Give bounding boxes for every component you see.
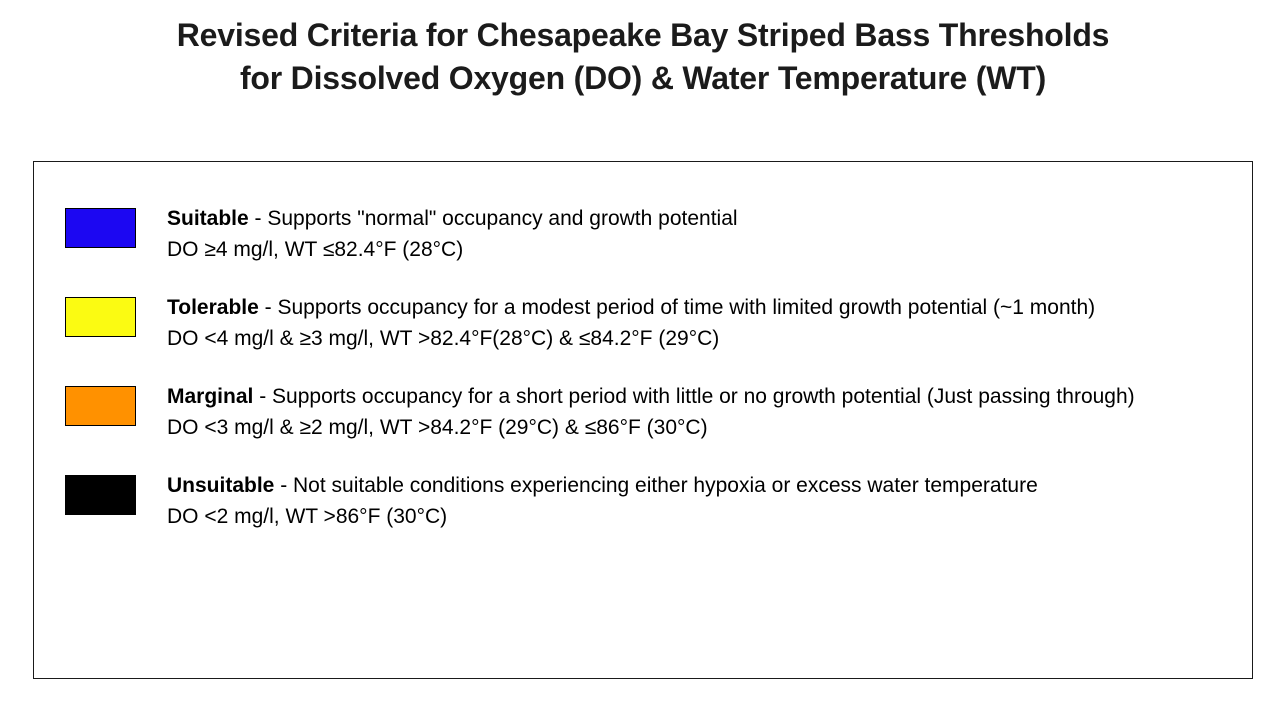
color-swatch-tolerable bbox=[65, 297, 136, 337]
list-item bbox=[65, 471, 1225, 532]
legend-criteria: DO <3 mg/l & ≥2 mg/l, WT >84.2°F (29°C) & ≤86°F (30°C) bbox=[167, 415, 708, 439]
page-title-line-1: Revised Criteria for Chesapeake Bay Striped Bass Thresholds bbox=[176, 17, 1110, 53]
legend-category-label: Tolerable bbox=[167, 296, 259, 319]
list-item bbox=[65, 293, 1225, 354]
legend-panel bbox=[33, 161, 1253, 679]
legend-category-label: Suitable bbox=[167, 207, 249, 230]
legend-description: - Supports "normal" occupancy and growth potential bbox=[248, 207, 738, 230]
color-swatch-unsuitable bbox=[65, 475, 136, 515]
color-swatch-marginal bbox=[65, 386, 136, 426]
page-title bbox=[33, 14, 1253, 100]
legend-description: - Supports occupancy for a short period with little or no growth potential (Just passing through) bbox=[253, 385, 1135, 408]
legend-description: - Not suitable conditions experiencing either hypoxia or excess water temperature bbox=[274, 474, 1038, 497]
color-swatch-suitable bbox=[65, 208, 136, 248]
legend-list bbox=[65, 204, 1225, 560]
legend-description: - Supports occupancy for a modest period of time with limited growth potential (~1 month) bbox=[258, 296, 1096, 319]
list-item bbox=[65, 204, 1225, 265]
page-title-line-2: for Dissolved Oxygen (DO) & Water Temperature (WT) bbox=[239, 60, 1047, 96]
list-item bbox=[65, 382, 1225, 443]
legend-text-tolerable bbox=[167, 293, 1095, 354]
legend-category-label: Unsuitable bbox=[167, 474, 275, 497]
legend-criteria: DO ≥4 mg/l, WT ≤82.4°F (28°C) bbox=[167, 237, 464, 261]
legend-text-marginal bbox=[167, 382, 1135, 443]
legend-criteria: DO <2 mg/l, WT >86°F (30°C) bbox=[167, 504, 448, 528]
legend-criteria: DO <4 mg/l & ≥3 mg/l, WT >82.4°F(28°C) & ≤84.2°F (29°C) bbox=[167, 326, 720, 350]
legend-text-unsuitable bbox=[167, 471, 1038, 532]
legend-category-label: Marginal bbox=[167, 385, 254, 408]
legend-text-suitable bbox=[167, 204, 738, 265]
